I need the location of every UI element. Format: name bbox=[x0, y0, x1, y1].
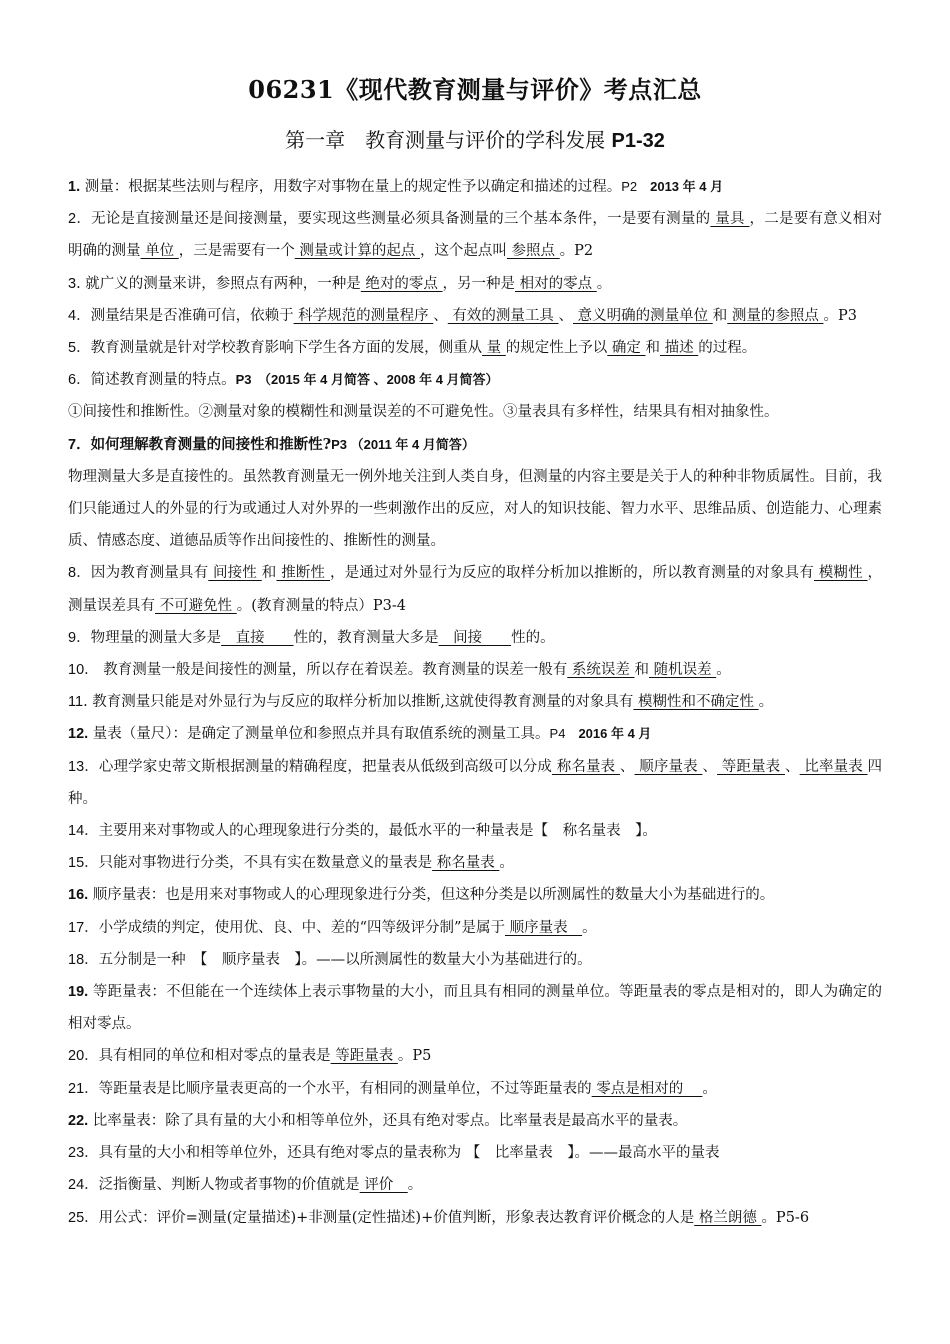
item-17: 17．小学成绩的判定，使用优、良、中、差的“四等级评分制”是属于 顺序量表 。 bbox=[68, 919, 597, 936]
blank: 参照点 bbox=[506, 243, 560, 260]
item-5: 5．教育测量就是针对学校教育影响下学生各方面的发展，侧重从 量 的规定性上予以 确定 和 描述 的过程。 bbox=[68, 340, 757, 357]
blank: 量具 bbox=[710, 211, 750, 228]
blank: 测量的参照点 bbox=[727, 307, 824, 324]
blank: 间接性 bbox=[208, 565, 262, 582]
item-7: 7．如何理解教育测量的间接性和推断性?P3 （2011 年 4 月简答） bbox=[68, 435, 475, 453]
blank: 测量或计算的起点 bbox=[294, 243, 420, 260]
blank: 比率量表 bbox=[799, 758, 868, 775]
blank: 量 bbox=[482, 340, 506, 357]
blank: 推断性 bbox=[276, 565, 330, 582]
blank: 零点是相对的 bbox=[591, 1080, 703, 1097]
item-6: 6．简述教育测量的特点。P3 （2015 年 4 月简答 、2008 年 4 月简答） bbox=[68, 372, 499, 389]
blank: 描述 bbox=[660, 340, 699, 357]
item-16: 16. 顺序量表：也是用来对事物或人的心理现象进行分类，但这种分类是以所测属性的数量大小为基础进行的。 bbox=[68, 887, 775, 904]
chapter-pages: P1-32 bbox=[611, 130, 665, 152]
item-14: 14．主要用来对事物或人的心理现象进行分类的，最低水平的一种量表是【 称名量表 】。 bbox=[68, 823, 657, 840]
item-4: 4．测量结果是否准确可信，依赖于 科学规范的测量程序 、 有效的测量工具 、 意义明确的测量单位 和 测量的参照点 。P3 bbox=[68, 307, 857, 324]
item-21: 21．等距量表是比顺序量表更高的一个水平，有相同的测量单位，不过等距量表的 零点是相对的 。 bbox=[68, 1080, 717, 1097]
item-7-answer: 物理测量大多是直接性的。虽然教育测量无一例外地关注到人类自身，但测量的内容主要是关于人的种种非物质属性。目前，我们只能通过人的外显的行为或通过人对外界的一些刺激作出的反应，对人的知识技能、智力水平、思维品质、创造能力、心理素质、情感态度、道德品质等作出间接性的、推断性的测量。 bbox=[68, 468, 882, 550]
blank: 顺序量表 bbox=[634, 758, 703, 775]
blank: 直接 bbox=[221, 629, 294, 646]
item-13: 13．心理学家史蒂文斯根据测量的精确程度，把量表从低级到高级可以分成 称名量表 、 顺序量表 、 等距量表 、 比率量表 四种。 bbox=[68, 758, 883, 807]
blank: 单位 bbox=[140, 243, 179, 260]
blank: 格兰朗德 bbox=[694, 1209, 762, 1226]
item-24: 24．泛指衡量、判断人物或者事物的价值就是 评价 。 bbox=[68, 1177, 423, 1194]
item-9: 9．物理量的测量大多是 直接 性的，教育测量大多是 间接 性的。 bbox=[68, 629, 555, 646]
blank: 称名量表 bbox=[551, 758, 620, 775]
item-25: 25．用公式：评价=测量(定量描述)+非测量(定性描述)+价值判断，形象表达教育评价概念的人是 格兰朗德 。P5-6 bbox=[68, 1209, 810, 1226]
blank: 称名量表 bbox=[432, 855, 500, 872]
item-15: 15．只能对事物进行分类，不具有实在数量意义的量表是 称名量表 。 bbox=[68, 855, 514, 872]
item-22: 22. 比率量表：除了具有量的大小和相等单位外，还具有绝对零点。比率量表是最高水平的量表。 bbox=[68, 1112, 688, 1129]
item-3: 3. 就广义的测量来讲，参照点有两种，一种是 绝对的零点 ，另一种是 相对的零点 。 bbox=[68, 275, 612, 292]
blank: 等距量表 bbox=[330, 1048, 398, 1065]
blank: 随机误差 bbox=[648, 662, 717, 679]
item-18: 18．五分制是一种 【 顺序量表 】。——以所测属性的数量大小为基础进行的。 bbox=[68, 951, 592, 968]
blank: 系统误差 bbox=[567, 662, 635, 679]
item-8: 8．因为教育测量具有 间接性 和 推断性 ，是通过对外显行为反应的取样分析加以推断的，所以教育测量的对象具有 模糊性 ，测量误差具有 不可避免性 。(教育测量的特点）P3-4 bbox=[68, 565, 883, 614]
item-20: 20．具有相同的单位和相对零点的量表是 等距量表 。P5 bbox=[68, 1048, 432, 1065]
blank: 绝对的零点 bbox=[360, 275, 443, 292]
item-10: 10． 教育测量一般是间接性的测量，所以存在着误差。教育测量的误差一般有 系统误差 和 随机误差 。 bbox=[68, 662, 731, 679]
item-11: 11. 教育测量只能是对外显行为与反应的取样分析加以推断,这就使得教育测量的对象具有 模糊性和不确定性 。 bbox=[68, 694, 774, 711]
item-19: 19. 等距量表：不但能在一个连续体上表示事物量的大小，而且具有相同的测量单位。等距量表的零点是相对的，即人为确定的相对零点。 bbox=[68, 984, 882, 1033]
blank: 模糊性和不确定性 bbox=[633, 694, 759, 711]
item-2: 2．无论是直接测量还是间接测量，要实现这些测量必须具备测量的三个基本条件，一是要有测量的 量具 ，二是要有意义相对明确的测量 单位 ，三是需要有一个 测量或计算的起点 ，这个起点叫 参照点 。P2 bbox=[68, 211, 883, 260]
blank: 评价 bbox=[359, 1177, 408, 1194]
blank: 科学规范的测量程序 bbox=[293, 307, 434, 324]
blank: 等距量表 bbox=[717, 758, 785, 775]
blank: 模糊性 bbox=[813, 565, 868, 582]
blank: 有效的测量工具 bbox=[447, 307, 559, 324]
item-6-answer: ①间接性和推断性。②测量对象的模糊性和测量误差的不可避免性。③量表具有多样性，结果具有相对抽象性。 bbox=[68, 404, 779, 421]
chapter-heading bbox=[0, 124, 950, 153]
item-23: 23．具有量的大小和相等单位外，还具有绝对零点的量表称为 【 比率量表 】。——最高水平的量表 bbox=[68, 1145, 720, 1162]
blank: 顺序量表 bbox=[504, 919, 583, 936]
notes-body bbox=[68, 171, 882, 1234]
blank: 不可避免性 bbox=[155, 597, 237, 614]
blank: 间接 bbox=[438, 629, 512, 646]
blank: 意义明确的测量单位 bbox=[573, 307, 713, 324]
chapter-title: 第一章 教育测量与评价的学科发展 bbox=[285, 128, 606, 152]
blank: 确定 bbox=[607, 340, 646, 357]
item-1: 1. 测量：根据某些法则与程序，用数字对事物在量上的规定性予以确定和描述的过程。P2 2013 年 4 月 bbox=[68, 179, 724, 195]
blank: 相对的零点 bbox=[515, 275, 597, 292]
item-12: 12. 量表（量尺）：是确定了测量单位和参照点并具有取值系统的测量工具。P4 2016 年 4 月 bbox=[68, 726, 652, 743]
document-title: 06231《现代教育测量与评价》考点汇总 bbox=[248, 75, 702, 104]
